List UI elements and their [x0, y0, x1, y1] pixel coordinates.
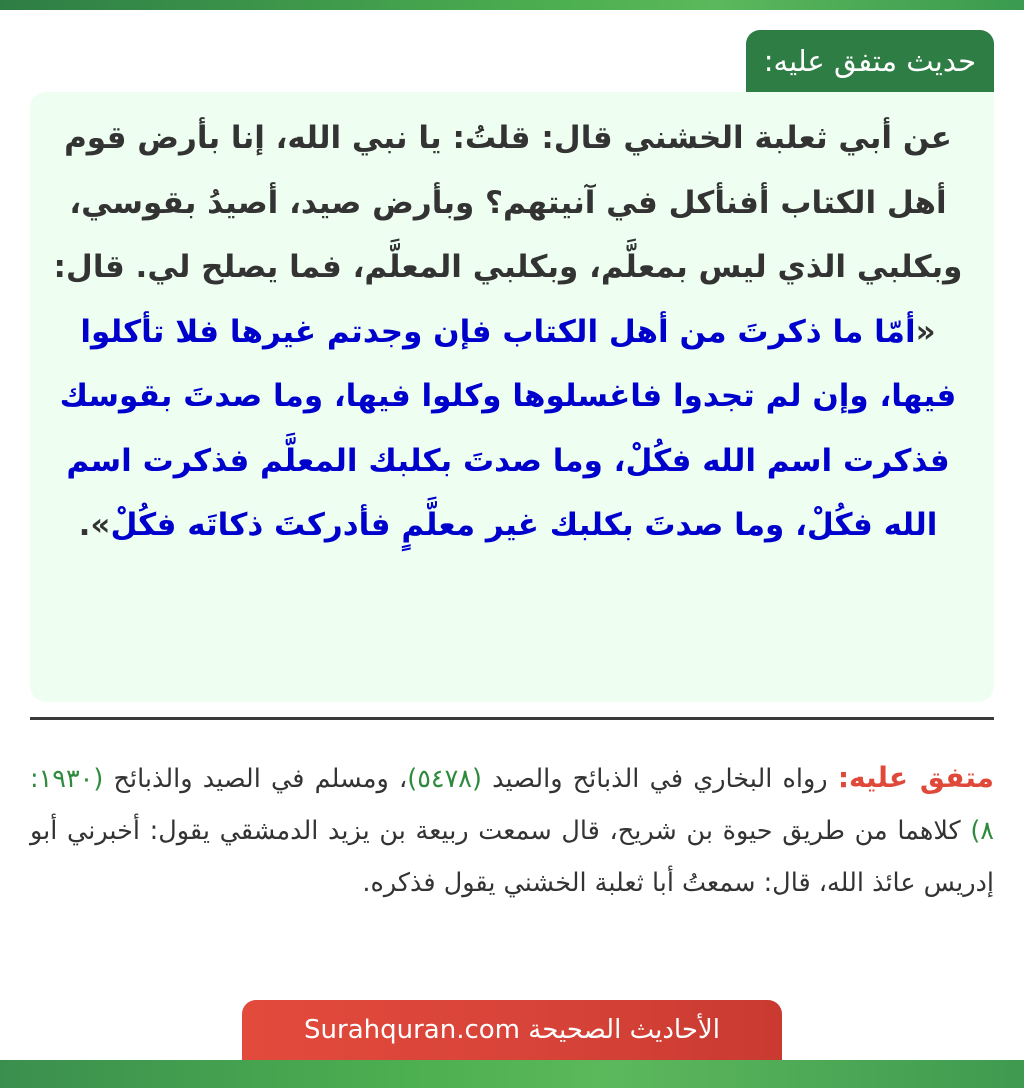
section-divider	[30, 717, 994, 720]
bukhari-reference: (٥٤٧٨)	[407, 764, 482, 794]
citation-text-2: ، ومسلم في الصيد والذبائح	[103, 764, 408, 794]
hadith-card	[30, 92, 994, 702]
bottom-decorative-bar	[0, 1060, 1024, 1088]
prophet-quote: أمّا ما ذكرتَ من أهل الكتاب فإن وجدتم غيرها فلا تأكلوا فيها، وإن لم تجدوا فاغسلوها وكلوا فيها، وما صدتَ بقوسك فذكرت اسم الله فكُلْ، وما صدتَ بكلبك المعلَّم فذكرت اسم الله فكُلْ، وما صدتَ بكلبك غير معلَّمٍ فأدركتَ ذكاتَه فكُلْ	[59, 313, 957, 543]
muslim-reference: (١٩٣٠: ٨)	[30, 764, 994, 846]
top-decorative-bar	[0, 0, 1024, 10]
site-badge[interactable]: الأحاديث الصحيحة Surahquran.com	[242, 1000, 782, 1060]
page-title: حديث متفق عليه:	[746, 30, 994, 92]
hadith-narration: عن أبي ثعلبة الخشني قال: قلتُ: يا نبي الله، إنا بأرض قوم أهل الكتاب أفنأكل في آنيتهم؟ وبأرض صيد، أصيدُ بقوسي، وبكلبي الذي ليس بمعلَّم، وبكلبي المعلَّم، فما يصلح لي. قال: «	[53, 120, 963, 350]
citation-label: متفق عليه:	[837, 761, 994, 794]
citation-text-1: رواه البخاري في الذبائح والصيد	[481, 764, 838, 794]
hadith-closing: ».	[78, 507, 111, 543]
citation-text-3: كلاهما من طريق حيوة بن شريح، قال سمعت ربيعة بن يزيد الدمشقي يقول: أخبرني أبو إدريس عائذ الله، قال: سمعتُ أبا ثعلبة الخشني يقول فذكره.	[30, 816, 994, 898]
source-citation	[30, 752, 994, 909]
hadith-text	[50, 106, 966, 558]
